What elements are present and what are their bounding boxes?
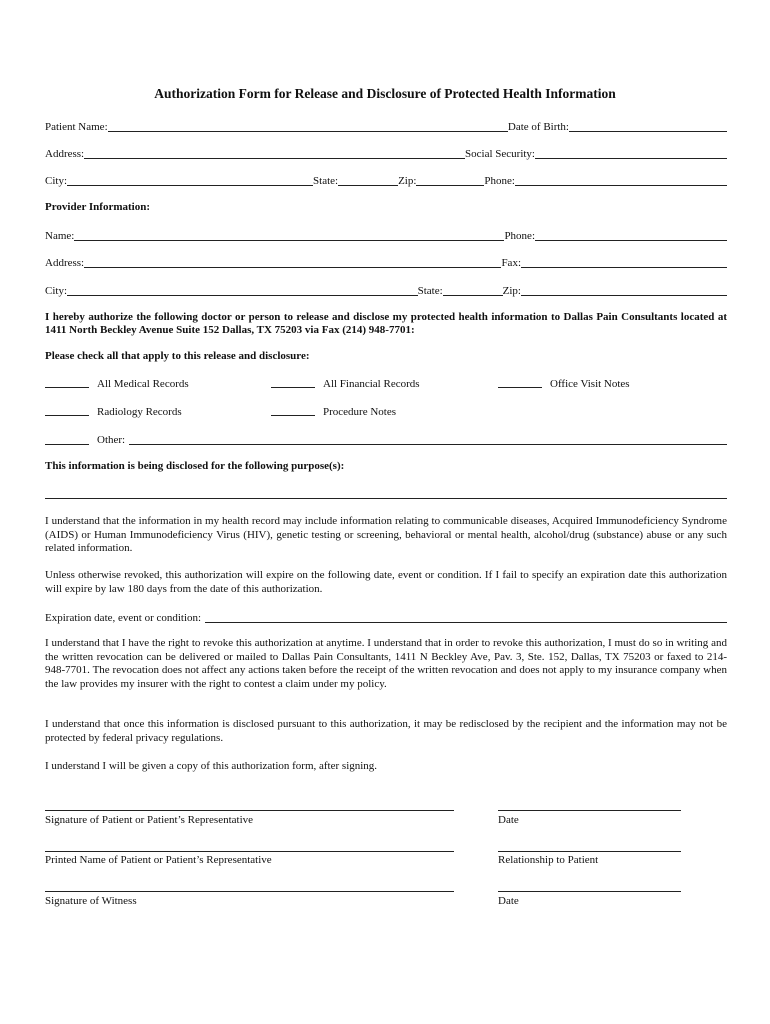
check-radiology-records[interactable]: [45, 404, 182, 418]
checkbox-blank[interactable]: [45, 404, 89, 416]
provider-zip-label: Zip:: [502, 285, 521, 297]
printed-name-label: Printed Name of Patient or Patient’s Representative: [45, 854, 272, 866]
checkbox-blank[interactable]: [45, 376, 89, 388]
check-other-blank[interactable]: [45, 432, 89, 445]
check-label: Office Visit Notes: [550, 378, 630, 390]
expiration-label: Expiration date, event or condition:: [45, 612, 202, 624]
patient-address-row: [45, 145, 727, 161]
checkbox-blank[interactable]: [271, 404, 315, 416]
expiration-field[interactable]: [205, 610, 727, 623]
purpose-heading: This information is being disclosed for the following purpose(s):: [45, 460, 345, 472]
check-all-medical-records[interactable]: [45, 376, 189, 390]
paragraph-redisclosure: I understand that once this information is disclosed pursuant to this authorization, it may be redisclosed by the recipient and the information may not be protected by federal privacy regulations.: [45, 718, 727, 744]
provider-state-label: State:: [417, 285, 443, 297]
provider-fax-label: Fax:: [501, 257, 521, 269]
patient-signature-line[interactable]: [45, 810, 454, 811]
other-field[interactable]: [129, 432, 727, 445]
printed-name-line[interactable]: [45, 851, 454, 852]
provider-city-field[interactable]: [67, 283, 418, 296]
witness-signature-label: Signature of Witness: [45, 895, 137, 907]
provider-name-row: [45, 227, 727, 243]
check-label: Radiology Records: [97, 406, 182, 418]
patient-zip-label: Zip:: [398, 175, 417, 187]
checkbox-blank[interactable]: [271, 376, 315, 388]
dob-label: Date of Birth:: [507, 121, 569, 133]
patient-name-row: [45, 118, 727, 134]
patient-phone-label: Phone:: [484, 175, 515, 187]
provider-heading: Provider Information:: [45, 201, 150, 213]
witness-signature-line[interactable]: [45, 891, 454, 892]
relationship-line[interactable]: [498, 851, 681, 852]
check-office-visit-notes[interactable]: [498, 376, 630, 390]
patient-zip-field[interactable]: [416, 173, 484, 186]
patient-name-field[interactable]: [108, 119, 508, 132]
relationship-label: Relationship to Patient: [498, 854, 599, 866]
patient-state-label: State:: [313, 175, 339, 187]
checklist-heading: Please check all that apply to this release and disclosure:: [45, 350, 310, 362]
patient-city-field[interactable]: [67, 173, 313, 186]
check-procedure-notes[interactable]: [271, 404, 396, 418]
ssn-field[interactable]: [535, 146, 727, 159]
paragraph-copy: I understand I will be given a copy of this authorization form, after signing.: [45, 760, 378, 772]
provider-address-row: [45, 254, 727, 270]
provider-zip-field[interactable]: [521, 283, 727, 296]
check-other-row: [45, 431, 727, 447]
check-label: Procedure Notes: [323, 406, 397, 418]
patient-address-field[interactable]: [84, 146, 465, 159]
provider-fax-field[interactable]: [521, 255, 727, 268]
patient-city-label: City:: [45, 175, 68, 187]
patient-signature-label: Signature of Patient or Patient’s Representative: [45, 814, 254, 826]
provider-state-field[interactable]: [443, 283, 503, 296]
date-line-1[interactable]: [498, 810, 681, 811]
patient-name-label: Patient Name:: [45, 121, 108, 133]
check-label: All Medical Records: [97, 378, 189, 390]
expiration-row: [45, 609, 727, 625]
provider-name-field[interactable]: [74, 228, 504, 241]
paragraph-expiration: Unless otherwise revoked, this authorization will expire on the following date, event or condition. If I fail to specify an expiration date this authorization will expire by law 180 days from the date of this authorization.: [45, 569, 727, 595]
check-all-financial-records[interactable]: [271, 376, 420, 390]
provider-city-label: City:: [45, 285, 68, 297]
check-other-label: Other:: [97, 434, 126, 446]
dob-field[interactable]: [569, 119, 727, 132]
patient-address-label: Address:: [45, 148, 85, 160]
date-label-2: Date: [498, 895, 519, 907]
date-label-1: Date: [498, 814, 519, 826]
ssn-label: Social Security:: [465, 148, 535, 160]
patient-state-field[interactable]: [338, 173, 398, 186]
provider-name-label: Name:: [45, 230, 75, 242]
provider-address-label: Address:: [45, 257, 85, 269]
provider-phone-field[interactable]: [535, 228, 727, 241]
provider-address-field[interactable]: [84, 255, 501, 268]
provider-city-row: [45, 282, 727, 298]
purpose-field[interactable]: [45, 498, 727, 499]
authorization-statement: I hereby authorize the following doctor or person to release and disclose my protected health information to Dallas Pain Consultants located at 1411 North Beckley Avenue Suite 152 Dallas, TX 75203 via Fax (214) 948-7701:: [45, 311, 727, 336]
patient-phone-field[interactable]: [515, 173, 727, 186]
paragraph-revocation: I understand that I have the right to revoke this authorization at anytime. I understand that in order to revoke this authorization, I must do so in writing and the written revocation can be delivered or mailed to Dallas Pain Consultants, 1411 N Beckley Ave, Pav. 3, Ste. 152, Dallas, TX 75203 or faxed to 214-948-7701. The revocation does not affect any actions taken before the receipt of the written revocation and does not apply to my insurance company when the law provides my insurer with the right to contest a claim under my policy.: [45, 637, 727, 690]
provider-phone-label: Phone:: [504, 230, 535, 242]
form-title: Authorization Form for Release and Disclosure of Protected Health Information: [154, 86, 616, 101]
checkbox-blank[interactable]: [498, 376, 542, 388]
date-line-2[interactable]: [498, 891, 681, 892]
check-label: All Financial Records: [323, 378, 420, 390]
patient-city-row: [45, 172, 727, 188]
paragraph-health-record: I understand that the information in my health record may include information relating to communicable diseases, Acquired Immunodeficiency Syndrome (AIDS) or Human Immunodeficiency Virus (HIV), genetic testing or screening, behavioral or mental health, alcohol/drug (substance) abuse or any such related information.: [45, 515, 727, 554]
